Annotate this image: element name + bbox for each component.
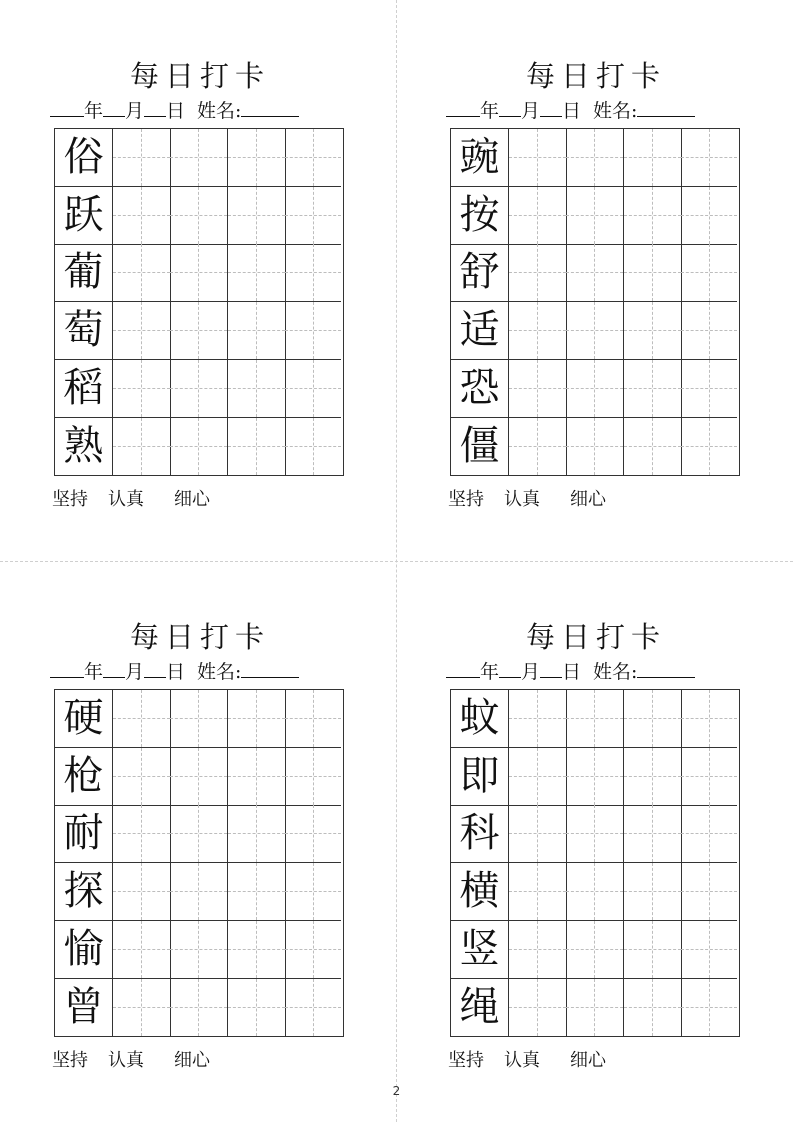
month-label: 月 bbox=[521, 100, 541, 122]
model-character: 蚊 bbox=[459, 695, 500, 741]
grid-cell[interactable] bbox=[285, 360, 341, 418]
practice-grid bbox=[450, 128, 740, 476]
grid-cell[interactable] bbox=[170, 187, 228, 245]
grid-cell[interactable] bbox=[55, 748, 113, 806]
motto-line bbox=[448, 488, 606, 512]
grid-cell[interactable] bbox=[285, 187, 341, 245]
grid-cell[interactable] bbox=[285, 244, 341, 302]
grid-cell[interactable] bbox=[113, 302, 171, 360]
year-blank[interactable] bbox=[446, 96, 480, 117]
grid-cell[interactable] bbox=[113, 360, 171, 418]
name-blank[interactable] bbox=[241, 657, 299, 678]
month-blank[interactable] bbox=[499, 96, 521, 117]
grid-cell[interactable] bbox=[509, 690, 567, 748]
day-blank[interactable] bbox=[540, 657, 562, 678]
practice-grid bbox=[450, 689, 740, 1037]
motto-line bbox=[52, 488, 210, 512]
grid-cell[interactable] bbox=[624, 863, 682, 921]
practice-grid bbox=[54, 689, 344, 1037]
year-blank[interactable] bbox=[50, 96, 84, 117]
page-number: 2 bbox=[392, 1084, 401, 1098]
year-label: 年 bbox=[480, 661, 500, 683]
month-label: 月 bbox=[521, 661, 541, 683]
day-blank[interactable] bbox=[144, 657, 166, 678]
grid-cell[interactable] bbox=[566, 360, 624, 418]
grid-cell[interactable] bbox=[566, 187, 624, 245]
motto-careful: 细心 bbox=[174, 489, 210, 510]
grid-cell[interactable] bbox=[55, 418, 113, 475]
grid-cell[interactable] bbox=[55, 921, 113, 979]
grid-cell[interactable] bbox=[170, 244, 228, 302]
grid-cell[interactable] bbox=[228, 921, 286, 979]
grid-cell[interactable] bbox=[624, 748, 682, 806]
grid-cell[interactable] bbox=[113, 129, 171, 187]
grid-cell[interactable] bbox=[285, 690, 341, 748]
grid-cell[interactable] bbox=[113, 863, 171, 921]
motto-serious: 认真 bbox=[108, 1050, 144, 1071]
motto-persist: 坚持 bbox=[448, 1050, 484, 1071]
grid-cell[interactable] bbox=[285, 302, 341, 360]
year-blank[interactable] bbox=[50, 657, 84, 678]
date-name-line bbox=[446, 96, 746, 124]
grid-cell[interactable] bbox=[681, 921, 737, 979]
grid-cell[interactable] bbox=[566, 418, 624, 475]
motto-careful: 细心 bbox=[570, 1050, 606, 1071]
grid-cell[interactable] bbox=[451, 748, 509, 806]
motto-careful: 细心 bbox=[174, 1050, 210, 1071]
grid-cell[interactable] bbox=[624, 805, 682, 863]
grid-cell[interactable] bbox=[681, 187, 737, 245]
model-character: 横 bbox=[459, 868, 500, 915]
grid-cell[interactable] bbox=[55, 690, 113, 748]
grid-cell[interactable] bbox=[451, 360, 509, 418]
grid-cell[interactable] bbox=[55, 360, 113, 418]
grid-cell[interactable] bbox=[55, 244, 113, 302]
grid-cell[interactable] bbox=[681, 244, 737, 302]
date-name-line bbox=[50, 657, 350, 685]
practice-card bbox=[50, 0, 350, 510]
name-label: 姓名: bbox=[593, 100, 638, 122]
model-character: 僵 bbox=[459, 422, 500, 469]
grid-cell[interactable] bbox=[228, 748, 286, 806]
grid-cell[interactable] bbox=[170, 418, 228, 475]
grid-cell[interactable] bbox=[170, 360, 228, 418]
model-character: 愉 bbox=[63, 925, 104, 972]
year-label: 年 bbox=[84, 100, 104, 122]
grid-cell[interactable] bbox=[624, 360, 682, 418]
grid-cell[interactable] bbox=[170, 805, 228, 863]
grid-cell[interactable] bbox=[681, 418, 737, 475]
grid-cell[interactable] bbox=[624, 921, 682, 979]
name-label: 姓名: bbox=[197, 100, 242, 122]
grid-cell[interactable] bbox=[170, 302, 228, 360]
grid-cell[interactable] bbox=[509, 748, 567, 806]
motto-line bbox=[448, 1049, 606, 1073]
day-label: 日 bbox=[166, 661, 186, 683]
practice-card bbox=[446, 0, 746, 510]
motto-serious: 认真 bbox=[108, 489, 144, 510]
name-label: 姓名: bbox=[197, 661, 242, 683]
grid-cell[interactable] bbox=[228, 805, 286, 863]
day-label: 日 bbox=[562, 661, 582, 683]
card-title: 每日打卡 bbox=[525, 620, 666, 654]
grid-cell[interactable] bbox=[624, 244, 682, 302]
grid-cell[interactable] bbox=[113, 805, 171, 863]
model-character: 熟 bbox=[63, 422, 104, 469]
grid-cell[interactable] bbox=[55, 187, 113, 245]
grid-cell[interactable] bbox=[566, 129, 624, 187]
grid-cell[interactable] bbox=[228, 302, 286, 360]
model-character: 俗 bbox=[63, 134, 104, 180]
model-character: 曾 bbox=[63, 983, 104, 1030]
grid-cell[interactable] bbox=[170, 921, 228, 979]
motto-careful: 细心 bbox=[570, 489, 606, 510]
month-blank[interactable] bbox=[103, 96, 125, 117]
model-character: 探 bbox=[63, 868, 104, 915]
practice-card bbox=[446, 561, 746, 1071]
cut-line-vertical bbox=[396, 0, 397, 1122]
model-character: 绳 bbox=[459, 983, 500, 1030]
grid-cell[interactable] bbox=[55, 129, 113, 187]
day-label: 日 bbox=[166, 100, 186, 122]
grid-cell[interactable] bbox=[509, 187, 567, 245]
model-character: 科 bbox=[459, 810, 500, 857]
name-label: 姓名: bbox=[593, 661, 638, 683]
grid-cell[interactable] bbox=[285, 921, 341, 979]
grid-cell[interactable] bbox=[55, 805, 113, 863]
grid-cell[interactable] bbox=[228, 690, 286, 748]
grid-cell[interactable] bbox=[113, 244, 171, 302]
month-blank[interactable] bbox=[499, 657, 521, 678]
motto-serious: 认真 bbox=[504, 489, 540, 510]
month-label: 月 bbox=[125, 661, 145, 683]
model-character: 稻 bbox=[63, 364, 104, 411]
grid-cell[interactable] bbox=[451, 690, 509, 748]
month-label: 月 bbox=[125, 100, 145, 122]
grid-cell[interactable] bbox=[113, 921, 171, 979]
model-character: 按 bbox=[459, 191, 500, 238]
card-title: 每日打卡 bbox=[129, 620, 270, 654]
motto-persist: 坚持 bbox=[52, 1050, 88, 1071]
motto-serious: 认真 bbox=[504, 1050, 540, 1071]
model-character: 恐 bbox=[459, 364, 500, 411]
practice-grid bbox=[54, 128, 344, 476]
grid-cell[interactable] bbox=[170, 748, 228, 806]
model-character: 即 bbox=[459, 752, 500, 799]
day-blank[interactable] bbox=[144, 96, 166, 117]
grid-cell[interactable] bbox=[228, 129, 286, 187]
date-name-line bbox=[446, 657, 746, 685]
grid-cell[interactable] bbox=[624, 418, 682, 475]
model-character: 豌 bbox=[459, 134, 500, 180]
grid-cell[interactable] bbox=[285, 863, 341, 921]
grid-cell[interactable] bbox=[55, 979, 113, 1036]
grid-cell[interactable] bbox=[566, 244, 624, 302]
grid-cell[interactable] bbox=[285, 979, 341, 1036]
model-character: 竖 bbox=[459, 925, 500, 972]
grid-cell[interactable] bbox=[113, 979, 171, 1036]
grid-cell[interactable] bbox=[681, 360, 737, 418]
grid-cell[interactable] bbox=[228, 244, 286, 302]
card-title: 每日打卡 bbox=[129, 59, 270, 93]
practice-card bbox=[50, 561, 350, 1071]
grid-cell[interactable] bbox=[113, 748, 171, 806]
grid-cell[interactable] bbox=[681, 302, 737, 360]
grid-cell[interactable] bbox=[681, 690, 737, 748]
grid-cell[interactable] bbox=[451, 979, 509, 1036]
grid-cell[interactable] bbox=[566, 979, 624, 1036]
grid-cell[interactable] bbox=[228, 187, 286, 245]
grid-cell[interactable] bbox=[681, 805, 737, 863]
grid-cell[interactable] bbox=[624, 187, 682, 245]
model-character: 耐 bbox=[63, 810, 104, 857]
model-character: 葡 bbox=[63, 249, 104, 296]
grid-cell[interactable] bbox=[170, 979, 228, 1036]
model-character: 舒 bbox=[459, 249, 500, 296]
grid-cell[interactable] bbox=[113, 187, 171, 245]
grid-cell[interactable] bbox=[170, 129, 228, 187]
year-label: 年 bbox=[480, 100, 500, 122]
grid-cell[interactable] bbox=[509, 302, 567, 360]
month-blank[interactable] bbox=[103, 657, 125, 678]
model-character: 适 bbox=[459, 307, 500, 354]
grid-cell[interactable] bbox=[451, 244, 509, 302]
grid-cell[interactable] bbox=[451, 921, 509, 979]
grid-cell[interactable] bbox=[451, 129, 509, 187]
grid-cell[interactable] bbox=[55, 863, 113, 921]
day-label: 日 bbox=[562, 100, 582, 122]
grid-cell[interactable] bbox=[566, 921, 624, 979]
grid-cell[interactable] bbox=[228, 360, 286, 418]
grid-cell[interactable] bbox=[509, 863, 567, 921]
motto-persist: 坚持 bbox=[448, 489, 484, 510]
grid-cell[interactable] bbox=[451, 418, 509, 475]
year-label: 年 bbox=[84, 661, 104, 683]
grid-cell[interactable] bbox=[170, 690, 228, 748]
card-title: 每日打卡 bbox=[525, 59, 666, 93]
grid-cell[interactable] bbox=[285, 748, 341, 806]
name-blank[interactable] bbox=[637, 657, 695, 678]
model-character: 硬 bbox=[63, 695, 104, 741]
grid-cell[interactable] bbox=[681, 979, 737, 1036]
grid-cell[interactable] bbox=[566, 863, 624, 921]
grid-cell[interactable] bbox=[509, 129, 567, 187]
grid-cell[interactable] bbox=[228, 418, 286, 475]
grid-cell[interactable] bbox=[509, 418, 567, 475]
model-character: 跃 bbox=[63, 191, 104, 238]
grid-cell[interactable] bbox=[681, 748, 737, 806]
grid-cell[interactable] bbox=[566, 690, 624, 748]
grid-cell[interactable] bbox=[624, 979, 682, 1036]
motto-line bbox=[52, 1049, 210, 1073]
grid-cell[interactable] bbox=[624, 690, 682, 748]
grid-cell[interactable] bbox=[681, 863, 737, 921]
year-blank[interactable] bbox=[446, 657, 480, 678]
grid-cell[interactable] bbox=[566, 805, 624, 863]
grid-cell[interactable] bbox=[285, 805, 341, 863]
grid-cell[interactable] bbox=[509, 805, 567, 863]
grid-cell[interactable] bbox=[113, 418, 171, 475]
name-blank[interactable] bbox=[241, 96, 299, 117]
grid-cell[interactable] bbox=[509, 244, 567, 302]
grid-cell[interactable] bbox=[285, 418, 341, 475]
grid-cell[interactable] bbox=[566, 748, 624, 806]
grid-cell[interactable] bbox=[228, 979, 286, 1036]
model-character: 萄 bbox=[63, 307, 104, 354]
grid-cell[interactable] bbox=[681, 129, 737, 187]
grid-cell[interactable] bbox=[566, 302, 624, 360]
motto-persist: 坚持 bbox=[52, 489, 88, 510]
model-character: 枪 bbox=[63, 752, 104, 799]
grid-cell[interactable] bbox=[624, 129, 682, 187]
grid-cell[interactable] bbox=[509, 360, 567, 418]
grid-cell[interactable] bbox=[113, 690, 171, 748]
day-blank[interactable] bbox=[540, 96, 562, 117]
grid-cell[interactable] bbox=[624, 302, 682, 360]
grid-cell[interactable] bbox=[55, 302, 113, 360]
grid-cell[interactable] bbox=[451, 805, 509, 863]
grid-cell[interactable] bbox=[285, 129, 341, 187]
grid-cell[interactable] bbox=[509, 921, 567, 979]
name-blank[interactable] bbox=[637, 96, 695, 117]
grid-cell[interactable] bbox=[451, 302, 509, 360]
grid-cell[interactable] bbox=[509, 979, 567, 1036]
grid-cell[interactable] bbox=[170, 863, 228, 921]
grid-cell[interactable] bbox=[451, 863, 509, 921]
date-name-line bbox=[50, 96, 350, 124]
grid-cell[interactable] bbox=[451, 187, 509, 245]
grid-cell[interactable] bbox=[228, 863, 286, 921]
